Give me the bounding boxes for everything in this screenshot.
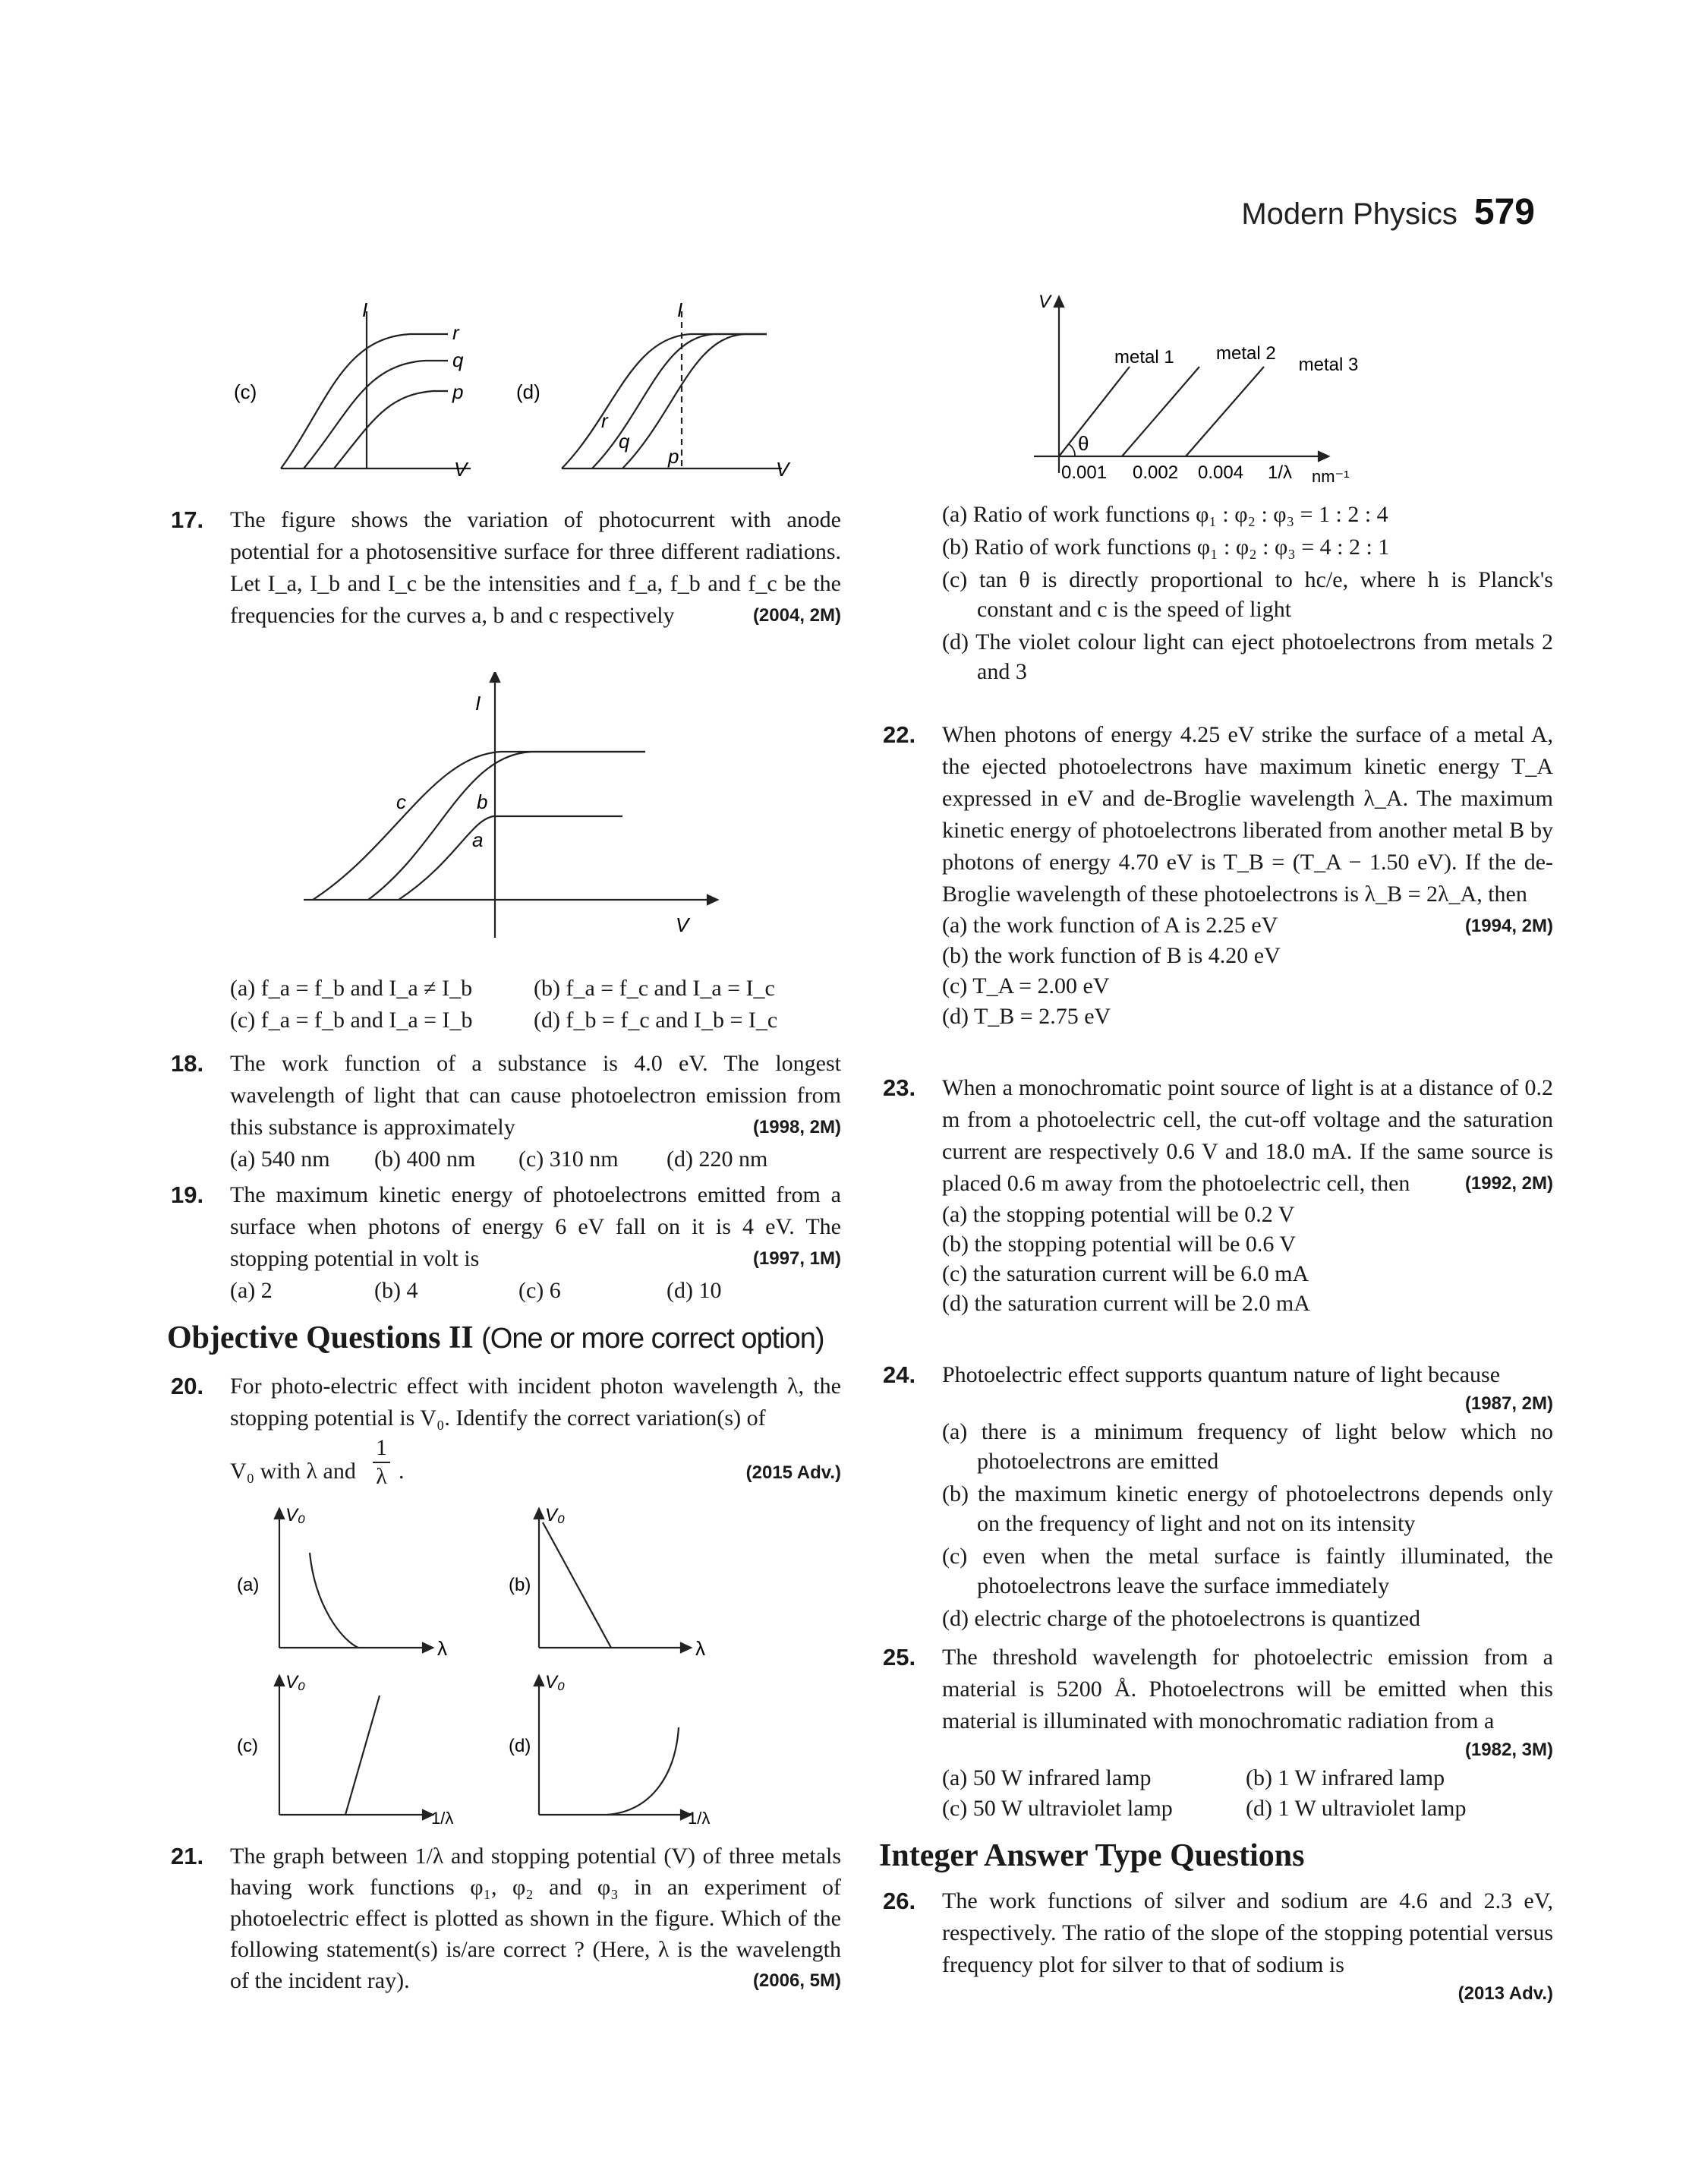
question-19 xyxy=(171,1179,841,1307)
question-year: (1982, 3M) xyxy=(1464,1740,1553,1760)
fig20-b-v0: V₀ xyxy=(545,1505,566,1525)
question-23 xyxy=(883,1072,1553,1318)
question-year: (1994, 2M) xyxy=(1464,916,1553,936)
fig-d-axis-v: V xyxy=(776,458,789,481)
page-header xyxy=(1241,191,1535,233)
question-text: The threshold wavelength for photoelectric emission from a material is 5200 Å. Photoelectrons will be emitted when this material is illuminated with monochromatic radiation from a xyxy=(942,1645,1553,1733)
fig20-c-v0: V₀ xyxy=(285,1672,306,1692)
fig-d-curve-r: r xyxy=(601,409,608,432)
option-c[interactable]: (c) 310 nm xyxy=(518,1147,619,1172)
option-a[interactable]: (a) there is a minimum frequency of light below which no photoelectrons are emitted xyxy=(942,1419,1553,1474)
option-a[interactable]: (a) the stopping potential will be 0.2 V xyxy=(942,1202,1295,1227)
fig-c-label: (c) xyxy=(234,380,257,403)
option-b[interactable]: (b) f_a = f_c and I_a = I_c xyxy=(534,976,775,1001)
option-d[interactable]: (d) 1 W ultraviolet lamp xyxy=(1246,1796,1467,1821)
option-d[interactable]: (d) electric charge of the photoelectrons is quantized xyxy=(942,1606,1421,1631)
option-c[interactable]: (c) T_A = 2.00 eV xyxy=(942,973,1110,998)
fig20-label-d: (d) xyxy=(509,1736,531,1756)
fig20-a-v0: V₀ xyxy=(285,1505,306,1525)
question-number: 17. xyxy=(171,506,204,533)
option-d[interactable]: (d) T_B = 2.75 eV xyxy=(942,1004,1111,1029)
fig-c-curve-q: q xyxy=(452,349,464,371)
question-text: The work function of a substance is 4.0 eV. The longest wavelength of light that can cause photoelectron emission from this substance is approximately xyxy=(230,1051,841,1140)
figure-q17-photocurrent xyxy=(304,672,729,945)
question-year: (2015 Adv.) xyxy=(745,1462,841,1483)
question-text: When photons of energy 4.25 eV strike the surface of a metal A, the ejected photoelectrons have maximum kinetic energy T_A expressed in eV and de-Broglie wavelength λ_A. The maximum kinetic energy of photoelectrons liberated from another metal B by photons of energy 4.70 eV is T_B = (T_A − 1.50 eV). If the de-Broglie wavelength of these photoelectrons is λ_B = 2λ_A, then xyxy=(942,722,1553,907)
question-text: For photo-electric effect with incident photon wavelength λ, the stopping potential is V₀. Identify the correct variation(s) of xyxy=(230,1374,841,1431)
question-number: 22. xyxy=(883,721,916,748)
option-b[interactable]: (b) 1 W infrared lamp xyxy=(1246,1765,1445,1790)
section-heading-objective-ii: Objective Questions II (One or more correct option) xyxy=(167,1320,824,1355)
q18-options xyxy=(230,1144,841,1175)
fig20-c-inv-lambda: 1/λ xyxy=(431,1809,454,1828)
question-number: 25. xyxy=(883,1644,916,1670)
question-20: 20. For photo-electric effect with incident photon wavelength λ, the stopping potential is V₀. Identify the correct variation(s) of V₀ with λ and 1 λ . (2015 Adv.) xyxy=(230,1371,841,1494)
question-year: (2004, 2M) xyxy=(752,605,841,626)
option-b[interactable]: (b) Ratio of work functions φ₁ : φ₂ : φ₃ = 4 : 2 : 1 xyxy=(942,535,1390,560)
fig21-metal3: metal 3 xyxy=(1298,355,1359,375)
fig17-curve-c: c xyxy=(396,790,406,813)
q17-options xyxy=(230,973,841,1036)
fig21-axis-v: V xyxy=(1038,292,1051,312)
option-d[interactable]: (d) The violet colour light can eject photoelectrons from metals 2 and 3 xyxy=(942,629,1553,684)
fig21-tick-3: 0.004 xyxy=(1198,462,1244,483)
question-25 xyxy=(883,1642,1553,1824)
figure-q20-options xyxy=(228,1500,714,1834)
option-c[interactable]: (c) 50 W ultraviolet lamp xyxy=(942,1796,1173,1821)
page-number: 579 xyxy=(1473,192,1535,232)
question-year: (1998, 2M) xyxy=(752,1117,841,1137)
question-year: (1987, 2M) xyxy=(1464,1393,1553,1414)
fig17-curve-b: b xyxy=(477,790,488,813)
option-d[interactable]: (d) f_b = f_c and I_b = I_c xyxy=(534,1008,778,1033)
question-26 xyxy=(883,1885,1553,2007)
option-b[interactable]: (b) 4 xyxy=(374,1278,418,1303)
q25-options xyxy=(942,1763,1553,1824)
q19-options xyxy=(230,1275,841,1307)
question-number: 19. xyxy=(171,1181,204,1208)
option-c[interactable]: (c) the saturation current will be 6.0 mA xyxy=(942,1261,1309,1286)
option-a[interactable]: (a) the work function of A is 2.25 eV xyxy=(942,913,1278,938)
option-a[interactable]: (a) 50 W infrared lamp xyxy=(942,1765,1152,1790)
fig21-metal1: metal 1 xyxy=(1114,347,1174,368)
question-text: The figure shows the variation of photocurrent with anode potential for a photosensitive surface for three different radiations. Let I_a, I_b and I_c be the intensities and f_a, f_b and f_c be the frequencies for the curves a, b and c respectively (2004, 2M) xyxy=(230,504,841,632)
question-number: 21. xyxy=(171,1843,204,1869)
option-c[interactable]: (c) tan θ is directly proportional to hc/e, where h is Planck's constant and c is the speed of light xyxy=(942,567,1553,622)
question-year: (2006, 5M) xyxy=(752,1970,841,1991)
question-year: (2013 Adv.) xyxy=(1457,1983,1553,2004)
fig21-metal2: metal 2 xyxy=(1216,343,1276,364)
fig21-xlabel: 1/λ xyxy=(1268,462,1293,483)
option-b[interactable]: (b) the work function of B is 4.20 eV xyxy=(942,943,1281,968)
fig-c-axis-v: V xyxy=(454,458,468,481)
question-number: 18. xyxy=(171,1050,204,1077)
question-24 xyxy=(883,1359,1553,1636)
question-text: The graph between 1/λ and stopping potential (V) of three metals having work functions φ₁, φ₂ and φ₃ in an experiment of photoelectric effect is plotted as shown in the figure. Which of the following statement(s) is/are correct ? (Here, λ is the wavelength of the incident ray). xyxy=(230,1844,841,1993)
question-18 xyxy=(171,1048,841,1175)
fig17-axis-i: I xyxy=(475,692,481,715)
fig17-axis-v: V xyxy=(676,913,689,936)
q21-options xyxy=(942,500,1553,689)
fig-d-axis-i: I xyxy=(677,300,683,321)
question-year: (1992, 2M) xyxy=(1464,1173,1553,1194)
option-b[interactable]: (b) the stopping potential will be 0.6 V xyxy=(942,1232,1297,1257)
fig21-tick-1: 0.001 xyxy=(1061,462,1108,483)
question-year: (1997, 1M) xyxy=(752,1248,841,1269)
fig-d-label: (d) xyxy=(516,380,540,403)
fig20-label-c: (c) xyxy=(237,1736,258,1756)
fig-c-axis-i: I xyxy=(362,300,368,321)
option-a[interactable]: (a) Ratio of work functions φ₁ : φ₂ : φ₃ = 1 : 2 : 4 xyxy=(942,502,1388,527)
section-heading-integer: Integer Answer Type Questions xyxy=(879,1838,1305,1873)
question-number: 20. xyxy=(171,1373,204,1399)
fig20-a-lambda: λ xyxy=(437,1637,447,1660)
fig21-tick-2: 0.002 xyxy=(1133,462,1179,483)
option-a[interactable]: (a) 2 xyxy=(230,1278,273,1303)
question-text: When a monochromatic point source of light is at a distance of 0.2 m from a photoelectric cell, the cut-off voltage and the saturation current are respectively 0.6 V and 18.0 mA. If the same source is placed 0.6 m away from the photoelectric cell, then xyxy=(942,1075,1553,1196)
option-a[interactable]: (a) f_a = f_b and I_a ≠ I_b xyxy=(230,976,473,1001)
fig-d-curve-q: q xyxy=(619,430,630,453)
fig-c-curve-p: p xyxy=(452,380,464,403)
question-text: Photoelectric effect supports quantum nature of light because xyxy=(942,1362,1501,1387)
option-b[interactable]: (b) 400 nm xyxy=(374,1147,476,1172)
option-d[interactable]: (d) the saturation current will be 2.0 mA xyxy=(942,1291,1310,1316)
fig20-d-inv-lambda: 1/λ xyxy=(688,1809,711,1828)
fig20-label-a: (a) xyxy=(237,1575,260,1595)
chapter-title: Modern Physics xyxy=(1241,197,1457,231)
figure-previous-options-cd xyxy=(220,300,827,482)
option-a[interactable]: (a) 540 nm xyxy=(230,1147,330,1172)
option-c[interactable]: (c) f_a = f_b and I_a = I_b xyxy=(230,1008,473,1033)
question-text: The work functions of silver and sodium are 4.6 and 2.3 eV, respectively. The ratio of the slope of the stopping potential versus frequency plot for silver to that of sodium is xyxy=(942,1888,1553,1977)
fig17-curve-a: a xyxy=(472,828,484,851)
question-21 xyxy=(171,1841,841,1996)
fig-c-curve-r: r xyxy=(452,321,459,344)
question-number: 26. xyxy=(883,1888,916,1914)
question-22 xyxy=(883,719,1553,1032)
question-number: 24. xyxy=(883,1361,916,1388)
question-number: 23. xyxy=(883,1074,916,1101)
figure-q21-stopping-potential xyxy=(1025,291,1374,488)
option-d[interactable]: (d) 220 nm xyxy=(666,1147,768,1172)
fig20-d-v0: V₀ xyxy=(545,1672,566,1692)
question-17 xyxy=(171,504,841,632)
fig-d-curve-p: p xyxy=(668,445,679,468)
fraction-one-over-lambda: 1 λ xyxy=(373,1434,390,1491)
fig20-b-lambda: λ xyxy=(695,1637,705,1660)
option-d[interactable]: (d) 10 xyxy=(666,1278,722,1303)
fig20-label-b: (b) xyxy=(509,1575,531,1595)
option-c[interactable]: (c) even when the metal surface is faintly illuminated, the photoelectrons leave the surface immediately xyxy=(942,1544,1553,1598)
option-c[interactable]: (c) 6 xyxy=(518,1278,561,1303)
fig21-theta: θ xyxy=(1078,432,1089,455)
fig21-unit: nm⁻¹ xyxy=(1312,467,1350,486)
option-b[interactable]: (b) the maximum kinetic energy of photoelectrons depends only on the frequency of light and not on its intensity xyxy=(942,1481,1553,1536)
question-text: The maximum kinetic energy of photoelectrons emitted from a surface when photons of energy 6 eV fall on it is 4 eV. The stopping potential in volt is xyxy=(230,1182,841,1271)
section-subtitle: (One or more correct option) xyxy=(481,1323,824,1355)
